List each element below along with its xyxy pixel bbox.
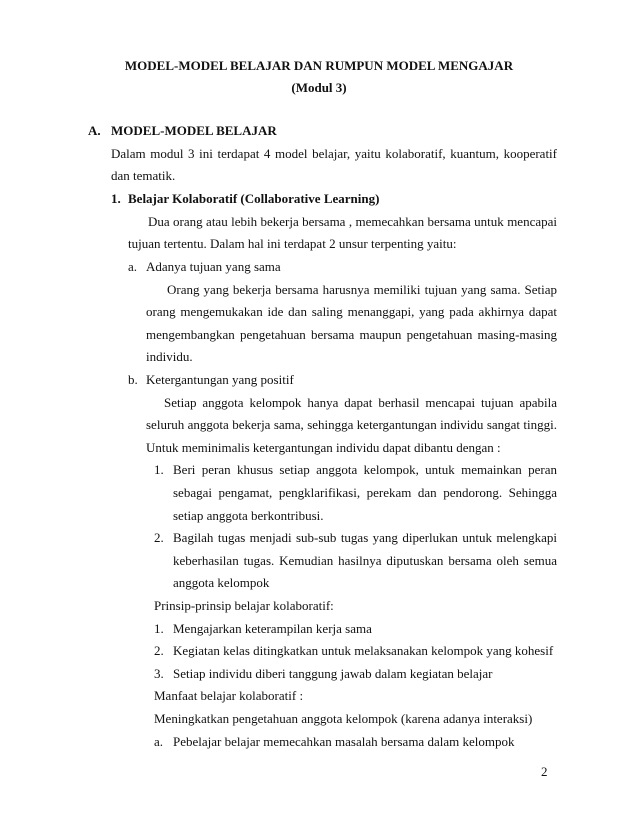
item-a-line-4: individu. <box>146 349 193 364</box>
prinsip-3-marker: 3. <box>154 666 164 681</box>
paragraph-1-line-1: Dua orang atau lebih bekerja bersama , memecahkan bersama untuk mencapai <box>148 214 557 229</box>
prinsip-2-marker: 2. <box>154 643 164 658</box>
item-b1-line-2: sebagai pengamat, pengklarifikasi, perekam dan pendorong. Sehingga <box>173 485 557 500</box>
paragraph-1-line-2: tujuan tertentu. Dalam hal ini terdapat 2 unsur terpenting yaitu: <box>128 236 457 251</box>
page-number: 2 <box>541 764 548 779</box>
item-a-line-3: mengembangkan pengetahuan bersama maupun pengetahuan masing-masing <box>146 327 557 342</box>
item-b-line-3: Untuk meminimalis ketergantungan individu dapat dibantu dengan : <box>146 440 501 455</box>
item-a-marker: a. <box>128 259 138 274</box>
item-b2-line-2: keberhasilan tugas. Kemudian hasilnya diputuskan bersama oleh semua <box>173 553 557 568</box>
document-title: MODEL-MODEL BELAJAR DAN RUMPUN MODEL MENGAJAR <box>124 58 514 73</box>
prinsip-1-marker: 1. <box>154 621 164 636</box>
item-b2-line-1: Bagilah tugas menjadi sub-sub tugas yang diperlukan untuk melengkapi <box>173 530 557 545</box>
item-a-line-2: orang mengemukakan ide dan saling menanggapi, yang pada akhirnya dapat <box>146 304 557 319</box>
section-a-title: MODEL-MODEL BELAJAR <box>111 123 277 138</box>
manfaat-a-text: Pebelajar belajar memecahkan masalah bersama dalam kelompok <box>173 734 515 749</box>
item-b1-line-3: setiap anggota berkontribusi. <box>173 508 324 523</box>
intro-line-2: dan tematik. <box>111 168 176 183</box>
manfaat-a-marker: a. <box>154 734 164 749</box>
prinsip-1-text: Mengajarkan keterampilan kerja sama <box>173 621 372 636</box>
item-b2-marker: 2. <box>154 530 164 545</box>
heading-1-title: Belajar Kolaboratif (Collaborative Learning) <box>128 191 380 206</box>
item-b-line-1: Setiap anggota kelompok hanya dapat berhasil mencapai tujuan apabila <box>164 395 557 410</box>
manfaat-line: Meningkatkan pengetahuan anggota kelompok (karena adanya interaksi) <box>154 711 533 726</box>
item-b1-line-1: Beri peran khusus setiap anggota kelompok, untuk memainkan peran <box>173 462 557 477</box>
manfaat-heading: Manfaat belajar kolaboratif : <box>154 688 304 703</box>
item-b-title: Ketergantungan yang positif <box>146 372 294 387</box>
item-b1-marker: 1. <box>154 462 164 477</box>
item-b-line-2: seluruh anggota bekerja sama, sehingga ketergantungan individu sangat tinggi. <box>146 417 557 432</box>
section-a-marker: A. <box>88 123 101 138</box>
intro-line-1: Dalam modul 3 ini terdapat 4 model belajar, yaitu kolaboratif, kuantum, kooperatif <box>111 146 557 161</box>
prinsip-heading: Prinsip-prinsip belajar kolaboratif: <box>154 598 334 613</box>
item-a-title: Adanya tujuan yang sama <box>146 259 281 274</box>
heading-1-marker: 1. <box>111 191 121 206</box>
document-subtitle: (Modul 3) <box>291 80 347 95</box>
prinsip-2-text: Kegiatan kelas ditingkatkan untuk melaksanakan kelompok yang kohesif <box>173 643 554 658</box>
prinsip-3-text: Setiap individu diberi tanggung jawab dalam kegiatan belajar <box>173 666 493 681</box>
item-b-marker: b. <box>128 372 138 387</box>
item-b2-line-3: anggota kelompok <box>173 575 270 590</box>
item-a-line-1: Orang yang bekerja bersama harusnya memiliki tujuan yang sama. Setiap <box>167 282 557 297</box>
